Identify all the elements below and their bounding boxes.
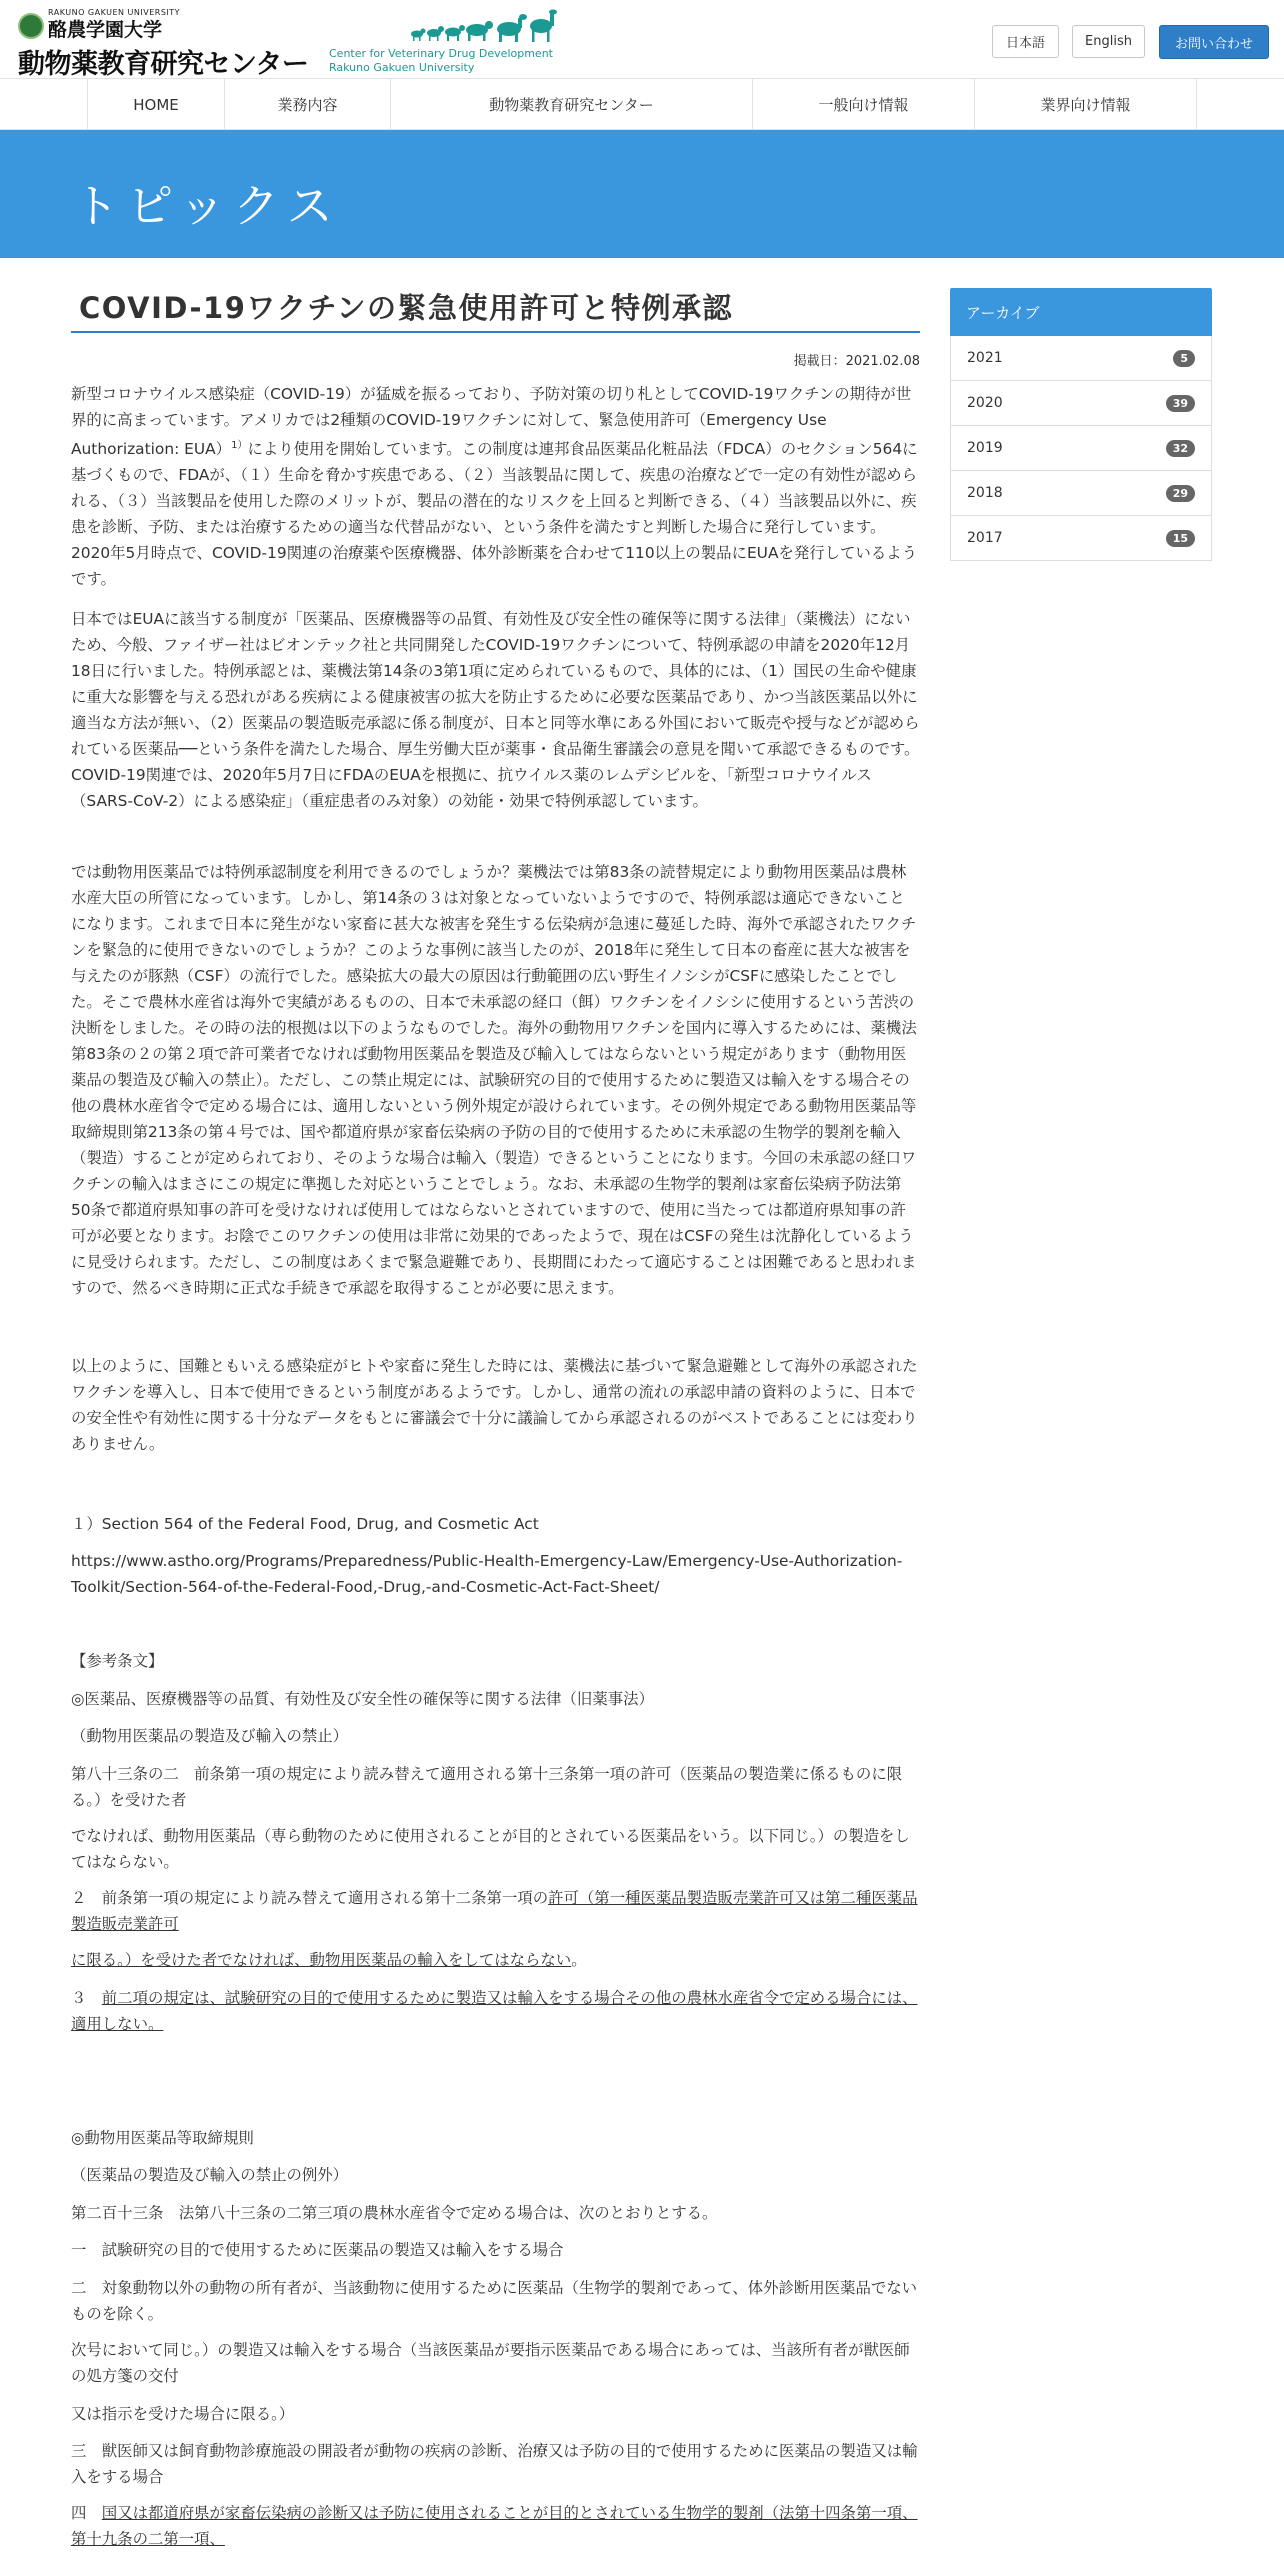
- contact-button[interactable]: お問い合わせ: [1159, 25, 1269, 59]
- law-1-paragraph-2: [71, 1885, 920, 1937]
- nav-item-industry-info[interactable]: 業界向け情報: [974, 79, 1197, 130]
- article-title: COVID-19ワクチンの緊急使用許可と特例承認: [79, 291, 733, 325]
- nav-item-center[interactable]: 動物薬教育研究センター: [390, 79, 752, 130]
- law-2-article: 第二百十三条 法第八十三条の二第三項の農林水産省令で定める場合は、次のとおりとする。: [71, 2204, 718, 2222]
- archive-item-2021[interactable]: [950, 336, 1212, 381]
- law-1-name: ◎医薬品、医療機器等の品質、有効性及び安全性の確保等に関する法律（旧薬事法）: [71, 1690, 654, 1708]
- archive-count-badge: 39: [1166, 395, 1195, 412]
- law-2-item-2: 二 対象動物以外の動物の所有者が、当該動物に使用するために医薬品（生物学的製剤であって、体外診断用医薬品でないものを除く。: [71, 2279, 918, 2323]
- reference-1-url: https://www.astho.org/Programs/Preparedness/Public-Health-Emergency-Law/Emergency-Use-Authorization-Toolkit/Section-564-of-the-Federal-Food,-Drug,-and-Cosmetic-Act-Fact-Sheet/: [71, 1552, 903, 1596]
- site-logo-title[interactable]: 動物薬教育研究センター: [18, 49, 309, 80]
- archive-sidebar: [950, 288, 1212, 561]
- archive-item-2018[interactable]: [950, 471, 1212, 516]
- page-title: トピックス: [73, 179, 341, 233]
- law-1-paragraph-2-cont: [71, 1947, 920, 1973]
- main-nav: [0, 78, 1284, 130]
- archive-count-badge: 32: [1166, 440, 1195, 457]
- law-2-item-3: 三 獣医師又は飼育動物診療施設の開設者が動物の疾病の診断、治療又は予防の目的で使用するために医薬品の製造又は輸入をする場合: [71, 2442, 918, 2486]
- law-1-paragraph-2-underlined: 許可（第一種医薬品製造販売業許可又は第二種医薬品製造販売業許可: [71, 1889, 918, 1933]
- law-2-item-2-cont2: 又は指示を受けた場合に限る。）: [71, 2405, 295, 2423]
- page-banner: [0, 130, 1284, 258]
- law-2-item-4-text: 四: [71, 2504, 102, 2522]
- law-2-name: ◎動物用医薬品等取締規則: [71, 2129, 254, 2147]
- archive-count-badge: 15: [1166, 530, 1195, 547]
- archive-year: 2018: [967, 485, 1003, 501]
- law-2-item-1: 一 試験研究の目的で使用するために医薬品の製造又は輸入をする場合: [71, 2241, 564, 2259]
- article-paragraph-3: では動物用医薬品では特例承認制度を利用できるのでしょうか？薬機法では第83条の読替規定により動物用医薬品は農林水産大臣の所管になっています。しかし、第14条の３は対象となっていないようですので、特例承認は適応できないことになります。これまで日本に発生がない家畜に甚大な被害を発生する伝染病が急速に蔓延した時、海外で承認されたワクチンを緊急的に使用できないのでしょうか？このような事例に該当したのが、2018年に発生して日本の畜産に甚大な被害を与えたのが豚熱（CSF）の流行でした。感染拡大の最大の原因は行動範囲の広い野生イノシシがCSFに感染したことでした。そこで農林水産省は海外で実績があるものの、日本で未承認の経口（餌）ワクチンをイノシシに使用するという苦渋の決断をしました。その時の法的根拠は以下のようなものでした。海外の動物用ワクチンを国内に導入するためには、薬機法第83条の２の第２項で許可業者でなければ動物用医薬品を製造及び輸入してはならないという規定があります（動物用医薬品の製造及び輸入の禁止）。ただし、この禁止規定には、試験研究の目的で使用するために製造又は輸入をする場合その他の農林水産省令で定める場合には、適用しないという例外規定が設けられています。その例外規定である動物用医薬品等取締規則第213条の第４号では、国や都道府県が家畜伝染病の予防の目的で使用するために未承認の生物学的製剤を輸入（製造）することが定められており、そのような場合は輸入（製造）できるということになります。今回の未承認の経口ワクチンの輸入はまさにこの規定に準拠した対応ということでしょう。なお、未承認の生物学的製剤は家畜伝染病予防法第50条で都道府県知事の許可を受けなければ使用してはならないとされていますので、使用に当たっては都道府県知事の許可が必要となります。お陰でこのワクチンの使用は非常に効果的であったようで、現在はCSFの発生は沈静化しているように見受けられます。ただし、この制度はあくまで緊急避難であり、長期間にわたって適応することは困難であると思われますので、然るべき時期に正式な手続きで承認を取得することが必要に思えます。: [71, 863, 917, 1297]
- archive-item-2017[interactable]: [950, 516, 1212, 561]
- site-header: [0, 0, 1284, 78]
- university-name-en[interactable]: RAKUNO GAKUEN UNIVERSITY: [48, 8, 181, 17]
- archive-count-badge: 5: [1173, 350, 1195, 367]
- site-logo-subtitle-line2: Rakuno Gakuen University: [329, 61, 475, 74]
- archive-heading: アーカイブ: [950, 288, 1212, 336]
- nav-item-services[interactable]: 業務内容: [224, 79, 390, 130]
- nav-item-general-info[interactable]: 一般向け情報: [752, 79, 974, 130]
- article-paragraph-1: [71, 381, 920, 592]
- archive-count-badge: 29: [1166, 485, 1195, 502]
- law-1-paragraph-3-text: ３: [71, 1989, 102, 2007]
- article-paragraph-4: 以上のように、国難ともいえる感染症がヒトや家畜に発生した時には、薬機法に基づいて緊急避難として海外の承認されたワクチンを導入し、日本で使用できるという制度があるようです。しかし、通常の流れの承認申請の資料のように、日本での安全性や有効性に関する十分なデータをもとに審議会で十分に議論してから承認されるのがベストであることには変わりありません。: [71, 1357, 918, 1453]
- archive-year: 2021: [967, 350, 1003, 366]
- post-date: 掲載日：2021.02.08: [793, 354, 920, 369]
- university-name-jp[interactable]: 酪農学園大学: [48, 19, 163, 41]
- reference-laws-heading: 【参考条文】: [71, 1652, 164, 1670]
- animals-silhouette-icon: [407, 8, 557, 44]
- nav-item-home[interactable]: HOME: [87, 79, 224, 130]
- law-1-paragraph-2-text: ２ 前条第一項の規定により読み替えて適用される第十二条第一項の: [71, 1889, 549, 1907]
- paragraph-1-text-a: 新型コロナウイルス感染症（COVID-19）が猛威を振るっており、予防対策の切り札としてCOVID-19ワクチンの期待が世界的に高まっています。アメリカでは2種類のCOVID-19ワクチンに対して、緊急使用許可（Emergency Use Authorization: EUA）: [71, 385, 912, 459]
- archive-year: 2017: [967, 530, 1003, 546]
- law-1-paragraph-3: [71, 1985, 920, 2037]
- archive-item-2019[interactable]: [950, 426, 1212, 471]
- law-2-section: （医薬品の製造及び輸入の禁止の例外）: [71, 2166, 349, 2184]
- archive-item-2020[interactable]: [950, 381, 1212, 426]
- language-english-button[interactable]: English: [1072, 25, 1145, 58]
- reference-1-title: １）Section 564 of the Federal Food, Drug, and Cosmetic Act: [71, 1515, 539, 1533]
- language-japanese-button[interactable]: 日本語: [992, 25, 1059, 58]
- article-paragraph-2: 日本ではEUAに該当する制度が「医薬品、医療機器等の品質、有効性及び安全性の確保等に関する法律」（薬機法）にないため、今般、ファイザー社はビオンテック社と共同開発したCOVID-19ワクチンについて、特例承認の申請を2020年12月18日に行いました。特例承認とは、薬機法第14条の3第1項に定められているもので、具体的には、（1）国民の生命や健康に重大な影響を与える恐れがある疾病による健康被害の拡大を防止するために必要な医薬品であり、かつ当該医薬品以外に適当な方法が無い、（2）医薬品の製造販売承認に係る制度が、日本と同等水準にある外国において販売や授与などが認められている医薬品──という条件を満たした場合、厚生労働大臣が薬事・食品衛生審議会の意見を聞いて承認できるものです。COVID-19関連では、2020年5月7日にFDAのEUAを根拠に、抗ウイルス薬のレムデシビルを、「新型コロナウイルス（SARS-CoV-2）による感染症」（重症患者のみ対象）の効能・効果で特例承認しています。: [71, 610, 920, 810]
- law-1-paragraph-2-cont-end: 。: [571, 1951, 587, 1969]
- archive-year: 2019: [967, 440, 1003, 456]
- law-2-item-2-cont: 次号において同じ。）の製造又は輸入をする場合（当該医薬品が要指示医薬品である場合にあっては、当該所有者が獣医師の処方箋の交付: [71, 2341, 910, 2385]
- paragraph-1-text-b: により使用を開始しています。この制度は連邦食品医薬品化粧品法（FDCA）のセクション564に基づくもので、FDAが、（１）生命を脅かす疾患である、（２）当該製品に関して、疾患の治療などで一定の有効性が認められる、（３）当該製品を使用した際のメリットが、製品の潜在的なリスクを上回ると判断できる、（４）当該製品以外に、疾患を診断、予防、または治療するための適当な代替品がない、という条件を満たすと判断した場合に発行しています。2020年5月時点で、COVID-19関連の治療薬や医療機器、体外診断薬を合わせて110以上の製品にEUAを発行しているようです。: [71, 440, 918, 589]
- title-divider: [71, 331, 920, 333]
- site-logo-subtitle-line1: Center for Veterinary Drug Development: [329, 47, 553, 60]
- footnote-ref-1[interactable]: 1）: [231, 440, 248, 451]
- law-2-item-4: [71, 2500, 920, 2552]
- law-1-article-cont: でなければ、動物用医薬品（専ら動物のために使用されることが目的とされている医薬品をいう。以下同じ。）の製造をしてはならない。: [71, 1827, 910, 1871]
- archive-year: 2020: [967, 395, 1003, 411]
- law-2-item-4-underlined: 国又は都道府県が家畜伝染病の診断又は予防に使用されることが目的とされている生物学的製剤（法第十四条第一項、第十九条の二第一項、: [71, 2504, 918, 2548]
- law-1-article: 第八十三条の二 前条第一項の規定により読み替えて適用される第十三条第一項の許可（医薬品の製造業に係るものに限る。）を受けた者: [71, 1765, 903, 1809]
- site-logo-subtitle[interactable]: [329, 47, 553, 75]
- law-1-paragraph-3-underlined: 前二項の規定は、試験研究の目的で使用するために製造又は輸入をする場合その他の農林水産省令で定める場合には、適用しない。: [71, 1989, 918, 2033]
- university-seal-icon[interactable]: [18, 13, 44, 39]
- law-1-paragraph-2-cont-underlined: に限る。）を受けた者でなければ、動物用医薬品の輸入をしてはならない: [71, 1951, 572, 1969]
- law-1-section: （動物用医薬品の製造及び輸入の禁止）: [71, 1727, 349, 1745]
